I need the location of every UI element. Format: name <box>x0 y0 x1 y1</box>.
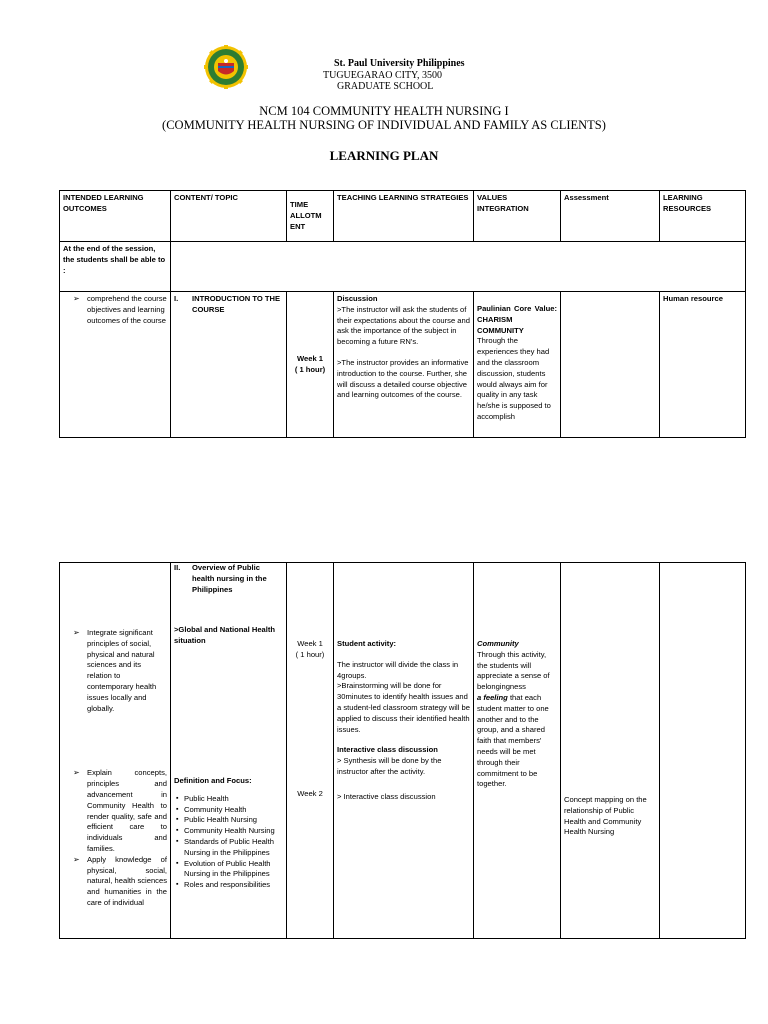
header-ilo: INTENDED LEARNING OUTCOMES <box>60 191 171 242</box>
assessment-text: Concept mapping on the relationship of Public Health and Community Health Nursing <box>564 795 647 837</box>
header-content: CONTENT/ TOPIC <box>171 191 287 242</box>
intro-text: At the end of the session, the students shall be able to : <box>60 242 171 292</box>
topic-number: II. <box>174 563 181 572</box>
list-item: ▪ Community Health Nursing <box>174 826 283 837</box>
tls-paragraph-1: The instructor will divide the class in 4groups. <box>337 659 459 680</box>
content-definition-list <box>174 794 283 891</box>
time-week: Week 1 <box>296 353 324 363</box>
university-city: TUGUEGARAO CITY, 3500 <box>323 70 442 81</box>
content-global-health: >Global and National Health situation <box>174 625 276 646</box>
learning-plan-table-2 <box>59 562 746 939</box>
header-values: VALUES INTEGRATION <box>474 191 561 242</box>
time-week: Week 2 <box>297 788 323 798</box>
time-cell <box>287 292 334 438</box>
ilo-item: ➢ Explain concepts, principles and advancement in Community Health to render quality, safe and efficient care to individuals and families. <box>63 768 167 854</box>
header-tls: TEACHING LEARNING STRATEGIES <box>334 191 474 242</box>
table-header-row <box>60 191 746 242</box>
topic-text: INTRODUCTION TO THE COURSE <box>192 294 281 314</box>
list-item: ▪ Standards of Public Health Nursing in the Philippines <box>174 837 283 859</box>
header-resources: LEARNING RESOURCES <box>660 191 746 242</box>
values-label: Paulinian Core Value: <box>477 304 557 313</box>
time-hours: ( 1 hour) <box>295 649 325 659</box>
tls-paragraph-2: >Brainstorming will be done for 30minutes to identify health issues and a student-led classroom strategy will be applied to discuss their identified health issues. <box>337 681 470 734</box>
ilo-item: ➢ Apply knowledge of physical, social, natural, health sciences and humanities in the care of individual <box>63 855 167 909</box>
tls-subtitle: Interactive class discussion <box>337 745 438 755</box>
course-title: NCM 104 COMMUNITY HEALTH NURSING I <box>259 104 509 118</box>
list-item: ▪ Public Health <box>174 794 283 805</box>
values-cell-2 <box>474 563 561 939</box>
tls-paragraph-1: >The instructor will ask the students of their expectations about the course and ask the importance of the subject in becoming a future RN's. <box>337 304 470 347</box>
ilo-cell-2 <box>60 563 171 939</box>
list-item: ▪ Evolution of Public Health Nursing in the Philippines <box>174 859 283 881</box>
tls-cell-2 <box>334 563 474 939</box>
header-assessment: Assessment <box>561 191 660 242</box>
topic-cell-2 <box>171 563 287 939</box>
course-subtitle: (COMMUNITY HEALTH NURSING OF INDIVIDUAL AND FAMILY AS CLIENTS) <box>162 118 606 132</box>
learning-plan-table-1 <box>59 190 746 438</box>
tls-paragraph-2: >The instructor provides an informative introduction to the course. Further, she will discuss a detailed course objective and learning outcomes of the course. <box>337 357 469 400</box>
tls-title: Student activity: <box>337 639 397 648</box>
assessment-cell <box>561 292 660 438</box>
header-time: TIME ALLOTM ENT <box>287 191 334 242</box>
intro-empty-cell <box>171 242 746 292</box>
ilo-item: ➢ Integrate significant principles of social, physical and natural sciences and its relation to contemporary health issues locally and globally. <box>63 628 167 714</box>
assessment-cell-2 <box>561 563 660 939</box>
intro-row <box>60 242 746 292</box>
document-title: LEARNING PLAN <box>329 148 439 163</box>
values-text-a: Through this activity, the students will appreciate a sense of belongingness <box>477 649 550 692</box>
university-seal-logo <box>204 45 248 89</box>
table-row <box>60 563 746 939</box>
ilo-cell <box>60 292 171 438</box>
resources-cell-2 <box>660 563 746 939</box>
tls-paragraph-3: > Synthesis will be done by the instructor after the activity. <box>337 756 442 776</box>
topic-text: Overview of Public health nursing in the Philippines <box>192 563 267 594</box>
tls-cell <box>334 292 474 438</box>
tls-paragraph-4: > Interactive class discussion <box>337 791 436 801</box>
topic-number: I. <box>174 294 179 303</box>
time-hours: ( 1 hour) <box>294 364 326 374</box>
values-feeling: a feeling <box>477 692 508 702</box>
topic-cell <box>171 292 287 438</box>
time-cell-2 <box>287 563 334 939</box>
values-charism: CHARISM <box>477 314 513 324</box>
values-text-b: that each student matter to one another and to the group, and a shared faith that members' needs will be met through their commitment to be together. <box>477 692 549 789</box>
values-cell <box>474 292 561 438</box>
values-title: Community <box>477 639 519 648</box>
values-text: Through the experiences they had and the classroom discussion, students would always aim for quality in any task he/she is supposed to accomplish <box>477 336 551 421</box>
table-row <box>60 292 746 438</box>
tls-title: Discussion <box>337 294 378 303</box>
resources-cell: Human resource <box>660 292 746 438</box>
list-item: ▪ Community Health <box>174 805 283 816</box>
ilo-item: ➢ comprehend the course objectives and learning outcomes of the course <box>63 294 167 326</box>
list-item: ▪ Public Health Nursing <box>174 815 283 826</box>
content-definition-title: Definition and Focus: <box>174 775 252 785</box>
values-community: COMMUNITY <box>477 325 524 335</box>
university-name: St. Paul University Philippines <box>334 58 465 69</box>
list-item: ▪ Roles and responsibilities <box>174 880 283 891</box>
seal-gear <box>204 45 248 89</box>
time-week: Week 1 <box>297 639 323 648</box>
school-name: GRADUATE SCHOOL <box>337 81 434 92</box>
